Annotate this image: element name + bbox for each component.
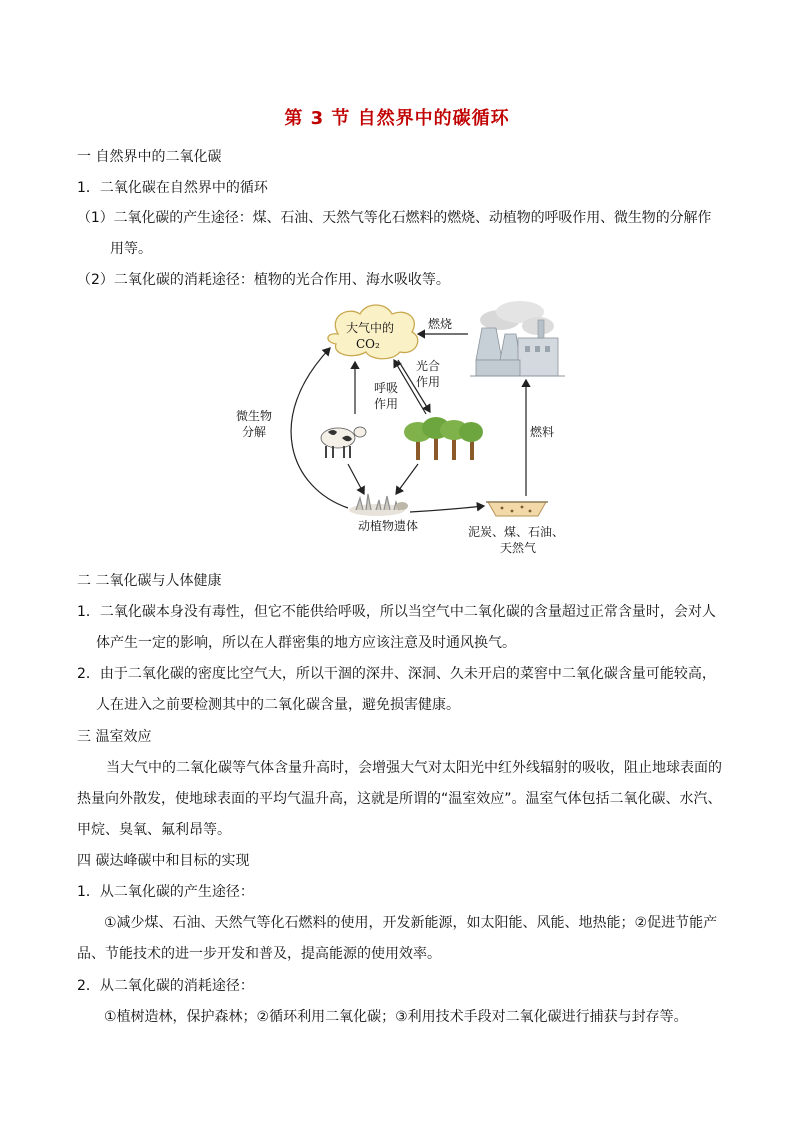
paragraph-line: 品、节能技术的进一步开发和普及，提高能源的使用效率。 bbox=[77, 946, 441, 962]
burn-label: 燃烧 bbox=[428, 317, 453, 331]
fossil-deposit-icon bbox=[486, 502, 548, 516]
paragraph-line: 当大气中的二氧化碳等气体含量升高时，会增强大气对太阳光中红外线辐射的吸收，阻止地球表面的 bbox=[106, 760, 722, 776]
section-heading-4: 四 碳达峰碳中和目标的实现 bbox=[77, 853, 250, 869]
subsection-title: 2．从二氧化碳的消耗途径： bbox=[77, 978, 254, 994]
remains-icon bbox=[349, 494, 408, 516]
subsection-title: 1．从二氧化碳的产生途径： bbox=[77, 884, 254, 900]
list-item-continuation: 用等。 bbox=[110, 241, 152, 257]
photosynthesis-label-2: 作用 bbox=[416, 375, 441, 389]
paragraph-line: 甲烷、臭氧、氟利昂等。 bbox=[77, 822, 231, 838]
paragraph-line: ①减少煤、石油、天然气等化石燃料的使用，开发新能源，如太阳能、风能、地热能；②促进节能产 bbox=[104, 915, 718, 931]
respiration-label-2: 作用 bbox=[374, 397, 399, 411]
fossil-label-2: 天然气 bbox=[500, 541, 537, 555]
remains-label: 动植物遗体 bbox=[358, 519, 419, 533]
remains-to-fossil-arrow bbox=[410, 506, 484, 512]
decomposition-label-1: 微生物 bbox=[236, 409, 273, 423]
respiration-label-1: 呼吸 bbox=[374, 381, 399, 395]
photosynthesis-label-1: 光合 bbox=[416, 359, 441, 373]
cow-icon bbox=[321, 427, 366, 458]
decomposition-label-2: 分解 bbox=[242, 425, 267, 439]
fuel-label: 燃料 bbox=[530, 425, 555, 439]
factory-icon bbox=[470, 301, 565, 376]
cloud-label-line1: 大气中的 bbox=[346, 321, 395, 335]
trees-to-remains-arrow bbox=[396, 464, 418, 494]
section-heading-2: 二 二氧化碳与人体健康 bbox=[77, 573, 222, 589]
subsection-title: 1．二氧化碳在自然界中的循环 bbox=[77, 180, 268, 196]
paragraph-line: 2．由于二氧化碳的密度比空气大，所以干涸的深井、深洞、久未开启的菜窖中二氧化碳含量可能较高， bbox=[77, 666, 716, 682]
page-title: 第 3 节 自然界中的碳循环 bbox=[284, 108, 510, 129]
trees-icon bbox=[404, 417, 483, 460]
cloud-label-line2: CO₂ bbox=[356, 337, 380, 351]
section-heading-3: 三 温室效应 bbox=[77, 729, 152, 745]
paragraph-continuation: 体产生一定的影响，所以在人群密集的地方应该注意及时通风换气。 bbox=[96, 635, 516, 651]
cow-to-remains-arrow bbox=[348, 464, 364, 494]
paragraph-continuation: 人在进入之前要检测其中的二氧化碳含量，避免损害健康。 bbox=[96, 697, 460, 713]
paragraph-line: 1．二氧化碳本身没有毒性，但它不能供给呼吸，所以当空气中二氧化碳的含量超过正常含量时，会对人 bbox=[77, 604, 716, 620]
paragraph-line: ①植树造林，保护森林；②循环利用二氧化碳；③利用技术手段对二氧化碳进行捕获与封存等。 bbox=[104, 1009, 688, 1025]
fossil-label-1: 泥炭、煤、石油、 bbox=[468, 525, 565, 539]
list-item: （1）二氧化碳的产生途径：煤、石油、天然气等化石燃料的燃烧、动植物的呼吸作用、微生物的分解作 bbox=[77, 210, 712, 226]
paragraph-line: 热量向外散发，使地球表面的平均气温升高，这就是所谓的“温室效应”。温室气体包括二氧化碳、水汽、 bbox=[77, 791, 722, 807]
carbon-cycle-diagram bbox=[220, 298, 580, 560]
list-item: （2）二氧化碳的消耗途径：植物的光合作用、海水吸收等。 bbox=[77, 272, 450, 288]
section-heading-1: 一 自然界中的二氧化碳 bbox=[77, 149, 222, 165]
